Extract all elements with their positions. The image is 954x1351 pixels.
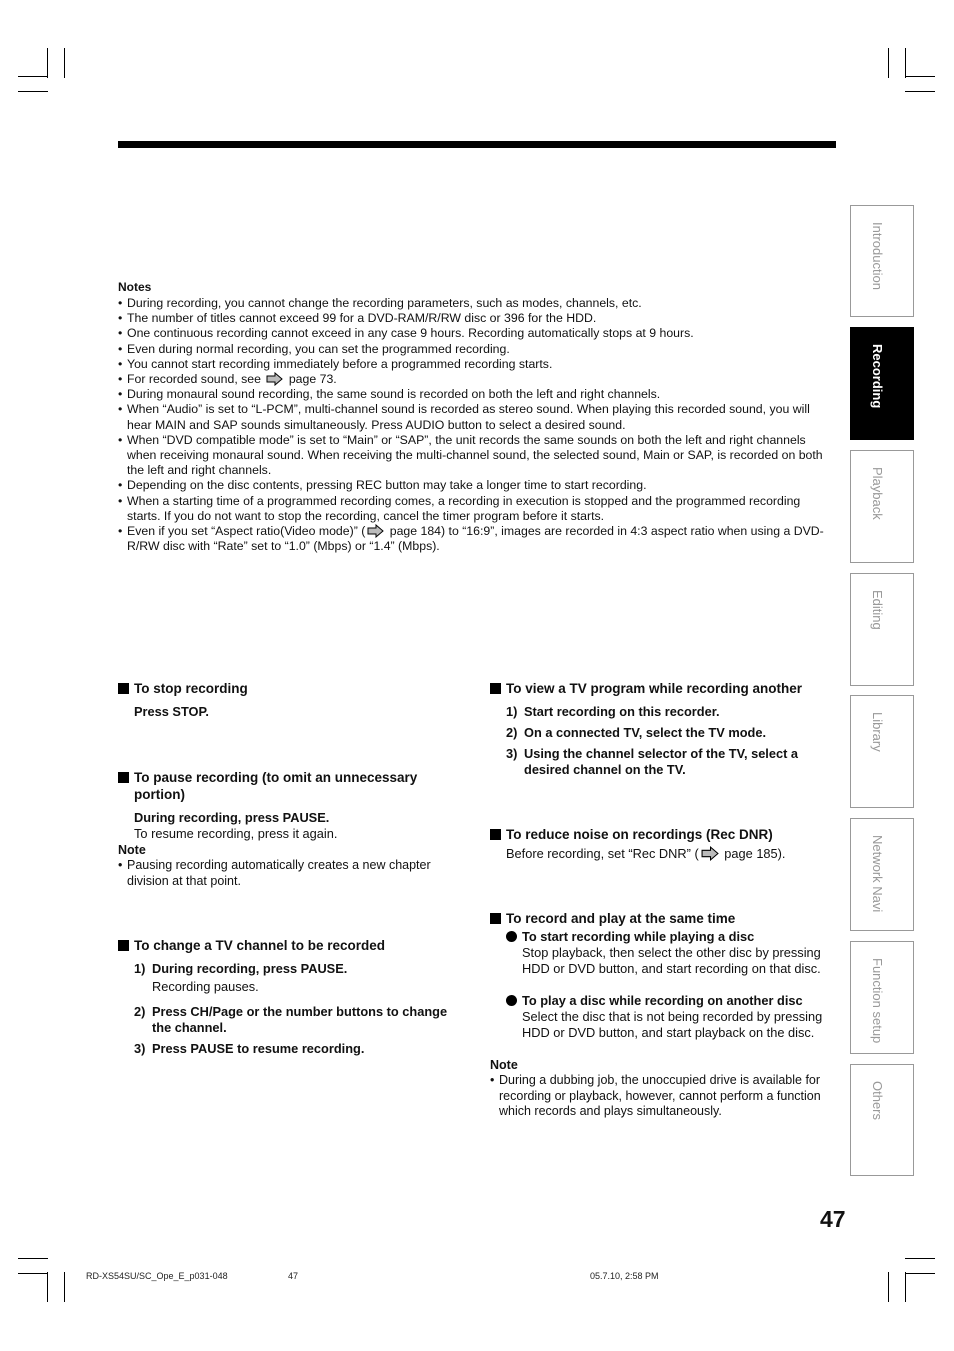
arrow-ref-icon bbox=[367, 524, 384, 538]
footer-file: RD-XS54SU/SC_Ope_E_p031-048 bbox=[86, 1271, 228, 1281]
footer-date: 05.7.10, 2:58 PM bbox=[590, 1271, 659, 1281]
dnr-text: Before recording, set “Rec DNR” ( page 185). bbox=[506, 846, 786, 861]
tab-playback[interactable]: Playback bbox=[850, 450, 914, 563]
crop-mark bbox=[64, 48, 65, 78]
pause-resume: To resume recording, press it again. bbox=[134, 826, 338, 841]
note-text: page 73. bbox=[288, 372, 337, 387]
same-time-item-title: To play a disc while recording on another disc bbox=[506, 993, 803, 1009]
tab-recording[interactable]: Recording bbox=[850, 327, 914, 440]
tab-introduction[interactable]: Introduction bbox=[850, 205, 914, 317]
square-bullet-icon bbox=[118, 683, 129, 694]
stop-instruction: Press STOP. bbox=[134, 704, 209, 719]
dnr-heading: To reduce noise on recordings (Rec DNR) bbox=[490, 826, 773, 843]
notes-title: Notes bbox=[118, 280, 152, 294]
view-heading: To view a TV program while recording another bbox=[490, 680, 802, 697]
square-bullet-icon bbox=[490, 683, 501, 694]
square-bullet-icon bbox=[490, 913, 501, 924]
same-time-item-title: To start recording while playing a disc bbox=[506, 929, 754, 945]
crop-mark bbox=[18, 1273, 48, 1274]
list-item: • Depending on the disc contents, pressing REC button may take a longer time to start recording. bbox=[118, 478, 830, 493]
change-step: 3) Press PAUSE to resume recording. bbox=[134, 1041, 365, 1056]
crop-mark bbox=[905, 1258, 935, 1259]
crop-mark bbox=[888, 48, 889, 78]
tab-network-navi[interactable]: Network Navi bbox=[850, 818, 914, 931]
note-text: Even if you set “Aspect ratio(Video mode)” ( bbox=[127, 524, 366, 539]
crop-mark bbox=[47, 1272, 48, 1302]
crop-mark bbox=[18, 91, 48, 92]
crop-mark bbox=[905, 1273, 935, 1274]
circle-bullet-icon bbox=[506, 995, 517, 1006]
crop-mark bbox=[64, 1272, 65, 1302]
crop-mark bbox=[905, 76, 935, 77]
tab-editing[interactable]: Editing bbox=[850, 573, 914, 686]
same-time-note-title: Note bbox=[490, 1058, 518, 1072]
arrow-ref-icon bbox=[266, 372, 283, 386]
footer-page: 47 bbox=[288, 1271, 299, 1281]
square-bullet-icon bbox=[490, 829, 501, 840]
crop-mark bbox=[905, 1272, 906, 1302]
pause-note-title: Note bbox=[118, 843, 146, 857]
tab-function-setup[interactable]: Function setup bbox=[850, 941, 914, 1054]
pause-instruction: During recording, press PAUSE. bbox=[134, 810, 330, 825]
square-bullet-icon bbox=[118, 772, 129, 783]
view-step: 3) Using the channel selector of the TV, select a desired channel on the TV. bbox=[506, 746, 799, 777]
square-bullet-icon bbox=[118, 940, 129, 951]
view-step: 1) Start recording on this recorder. bbox=[506, 704, 720, 719]
page-number: 47 bbox=[820, 1206, 846, 1232]
list-item: • When “DVD compatible mode” is set to “Main” or “SAP”, the unit records the same sounds on both the left and right channels when receiving monaural sound. When receiving the multi-channel sound, the selected sound, Main or SAP, is recorded on both the left and right channels. bbox=[118, 433, 830, 479]
note-text: page 184) to “16:9”, images are recorded in 4:3 aspect ratio when using a DVD-R/RW disc with “Rate” set to “1.0” (Mbps) or “1.4” (Mbps). bbox=[127, 524, 824, 554]
same-time-heading: To record and play at the same time bbox=[490, 910, 735, 927]
crop-mark bbox=[888, 1272, 889, 1302]
list-item: • During recording, you cannot change the recording parameters, such as modes, channels, etc. bbox=[118, 296, 830, 311]
stop-heading: To stop recording bbox=[118, 680, 248, 697]
pause-note: • Pausing recording automatically creates a new chapter division at that point. bbox=[118, 858, 457, 889]
list-item: • When a starting time of a programmed recording comes, a recording in execution is stopped and the programmed recording starts. If you do not want to stop the recording, cancel the timer program before it starts. bbox=[118, 494, 830, 524]
arrow-ref-icon bbox=[701, 846, 719, 861]
header-rule bbox=[118, 141, 836, 148]
crop-mark bbox=[47, 48, 48, 78]
same-time-item-text: Select the disc that is not being recorded by pressing HDD or DVD button, and start playback on the disc. bbox=[522, 1009, 823, 1040]
crop-mark bbox=[905, 91, 935, 92]
same-time-item-text: Stop playback, then select the other disc by pressing HDD or DVD button, and start recording on that disc. bbox=[522, 945, 821, 976]
view-step: 2) On a connected TV, select the TV mode. bbox=[506, 725, 767, 740]
note-text: For recorded sound, see bbox=[127, 372, 261, 387]
circle-bullet-icon bbox=[506, 931, 517, 942]
list-item bbox=[118, 524, 830, 554]
list-item: • During monaural sound recording, the same sound is recorded on both the left and right channels. bbox=[118, 387, 830, 402]
change-heading: To change a TV channel to be recorded bbox=[118, 937, 385, 954]
crop-mark bbox=[18, 76, 48, 77]
same-time-note: • During a dubbing job, the unoccupied drive is available for recording or playback, however, cannot perform a function which records and plays simultaneously. bbox=[490, 1073, 839, 1120]
list-item: • One continuous recording cannot exceed in any case 9 hours. Recording automatically stops at 9 hours. bbox=[118, 326, 830, 341]
change-step: 1) During recording, press PAUSE. bbox=[134, 961, 348, 976]
pause-heading: To pause recording (to omit an unnecessary portion) bbox=[118, 769, 464, 803]
crop-mark bbox=[18, 1258, 48, 1259]
notes-list bbox=[118, 296, 830, 554]
list-item: • Even during normal recording, you can set the programmed recording. bbox=[118, 342, 830, 357]
tab-library[interactable]: Library bbox=[850, 695, 914, 808]
list-item: • The number of titles cannot exceed 99 for a DVD-RAM/R/RW disc or 396 for the HDD. bbox=[118, 311, 830, 326]
crop-mark bbox=[905, 48, 906, 78]
change-step: 2) Press CH/Page or the number buttons to change the channel. bbox=[134, 1004, 448, 1035]
list-item bbox=[118, 372, 830, 387]
change-step-sub: Recording pauses. bbox=[152, 979, 259, 994]
list-item: • When “Audio” is set to “L-PCM”, multi-channel sound is recorded as stereo sound. When playing this recorded sound, you will hear MAIN and SAP sounds simultaneously. Press AUDIO button to select a desired sound. bbox=[118, 402, 830, 432]
tab-others[interactable]: Others bbox=[850, 1064, 914, 1176]
list-item: • You cannot start recording immediately before a programmed recording starts. bbox=[118, 357, 830, 372]
